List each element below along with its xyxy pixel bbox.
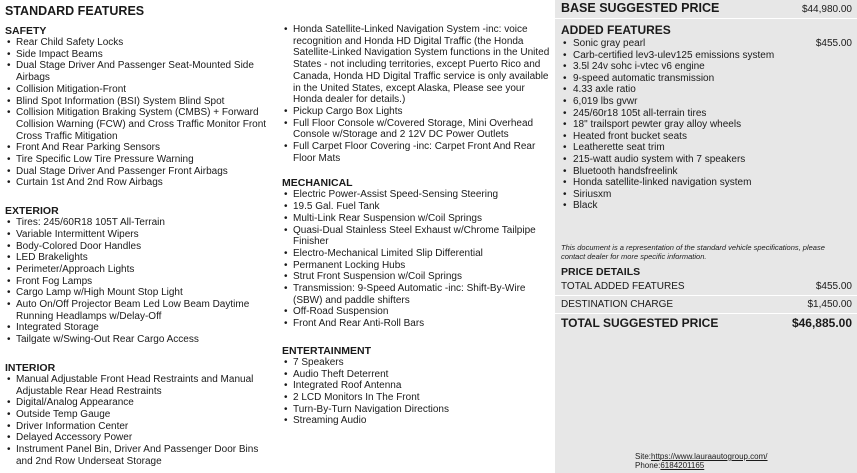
bullet: • — [563, 38, 567, 49]
bullet: • — [563, 95, 567, 107]
interior-feature-item: • Full Carpet Floor Covering -inc: Carpet Front And Rear Floor Mats — [282, 141, 550, 164]
bullet: • — [563, 177, 567, 189]
bullet: • — [563, 119, 567, 131]
bullet: • — [563, 84, 567, 96]
added-feature-name: Siriusxm — [573, 188, 612, 200]
interior-feature-item: • Honda Satellite-Linked Navigation System -inc: voice recognition and Honda HD Digital Traffic (the Honda Satellite-Linked Navigation System functions in the United States - not including territories, except Puerto Rico and Canada, Honda HD Digital Traffic service is only available in the United States, except Alaska, Please see your Honda dealer for details.) — [282, 24, 550, 106]
destination-charge-value: $1,450.00 — [807, 298, 852, 310]
added-feature-item — [561, 131, 852, 143]
mechanical-heading: MECHANICAL — [282, 177, 353, 190]
interior-feature-item: • Digital/Analog Appearance — [5, 397, 277, 409]
entertainment-feature-item: • Audio Theft Deterrent — [282, 369, 550, 381]
pricing-panel — [555, 0, 857, 473]
interior-feature-item: • Driver Information Center — [5, 421, 277, 433]
mechanical-feature-item: • Strut Front Suspension w/Coil Springs — [282, 271, 550, 283]
exterior-feature-item: • Tailgate w/Swing-Out Rear Cargo Access — [5, 334, 277, 346]
exterior-feature-item: • Body-Colored Door Handles — [5, 241, 277, 253]
total-added-features-label: TOTAL ADDED FEATURES — [561, 280, 685, 292]
added-feature-item — [561, 177, 852, 189]
safety-feature-item: • Collision Mitigation-Front — [5, 84, 277, 96]
exterior-feature-item: • Front Fog Lamps — [5, 276, 277, 288]
interior-feature-item: • Delayed Accessory Power — [5, 432, 277, 444]
interior-heading: INTERIOR — [5, 361, 56, 374]
mechanical-feature-item: • Electric Power-Assist Speed-Sensing Steering — [282, 189, 550, 201]
interior-feature-item: • Full Floor Console w/Covered Storage, Mini Overhead Console w/Storage and 2 12V DC Power Outlets — [282, 118, 550, 141]
mechanical-feature-item: • Electro-Mechanical Limited Slip Differential — [282, 248, 550, 260]
entertainment-heading: ENTERTAINMENT — [282, 344, 372, 357]
entertainment-list — [282, 357, 550, 427]
added-feature-name: Bluetooth handsfreelink — [573, 165, 678, 177]
added-feature-item — [561, 200, 852, 212]
mechanical-feature-item: • Multi-Link Rear Suspension w/Coil Springs — [282, 213, 550, 225]
mechanical-feature-item: • Transmission: 9-Speed Automatic -inc: Shift-By-Wire (SBW) and paddle shifters — [282, 283, 550, 306]
added-feature-item — [561, 84, 852, 96]
bullet: • — [563, 107, 567, 119]
entertainment-feature-item: • Streaming Audio — [282, 415, 550, 427]
phone-link[interactable]: 6184201165 — [660, 461, 705, 470]
standard-features-column-middle — [282, 0, 550, 427]
added-feature-item — [561, 154, 852, 166]
added-feature-name: Sonic gray pearl — [573, 38, 646, 49]
exterior-feature-item: • Perimeter/Approach Lights — [5, 264, 277, 276]
added-feature-item — [561, 142, 852, 154]
total-suggested-price-value: $46,885.00 — [791, 315, 852, 330]
interior-feature-item: • Instrument Panel Bin, Driver And Passenger Door Bins and 2nd Row Underseat Storage — [5, 444, 277, 467]
bullet: • — [563, 61, 567, 73]
mechanical-feature-item: • Quasi-Dual Stainless Steel Exhaust w/Chrome Tailpipe Finisher — [282, 225, 550, 248]
total-suggested-price-label: TOTAL SUGGESTED PRICE — [561, 315, 719, 330]
added-feature-name: Carb-certified lev3-ulev125 emissions system — [573, 49, 775, 61]
mechanical-feature-item: • Off-Road Suspension — [282, 306, 550, 318]
added-feature-name: 18" trailsport pewter gray alloy wheels — [573, 119, 742, 131]
added-feature-item — [561, 166, 852, 178]
phone-label: Phone: — [635, 461, 661, 470]
added-feature-name: Leatherette seat trim — [573, 142, 665, 154]
added-feature-item — [561, 61, 852, 73]
exterior-feature-item: • Integrated Storage — [5, 322, 277, 334]
exterior-feature-item: • LED Brakelights — [5, 252, 277, 264]
price-details-heading: PRICE DETAILS — [561, 265, 641, 278]
bullet: • — [563, 142, 567, 154]
added-feature-item — [561, 119, 852, 131]
safety-feature-item: • Side Impact Beams — [5, 49, 277, 61]
added-feature-name: Heated front bucket seats — [573, 130, 687, 142]
site-label: Site: — [635, 452, 652, 461]
added-feature-item — [561, 189, 852, 201]
bullet: • — [563, 165, 567, 177]
bullet: • — [563, 72, 567, 84]
exterior-heading: EXTERIOR — [5, 205, 59, 218]
exterior-feature-item: • Cargo Lamp w/High Mount Stop Light — [5, 287, 277, 299]
total-added-features-row — [555, 278, 857, 296]
interior-continued-list — [282, 24, 550, 164]
added-feature-name: 3.5l 24v sohc i-vtec v6 engine — [573, 61, 705, 73]
entertainment-feature-item: • 7 Speakers — [282, 357, 550, 369]
added-feature-name: 9-speed automatic transmission — [573, 72, 715, 84]
safety-list — [5, 37, 277, 189]
exterior-feature-item: • Tires: 245/60R18 105T All-Terrain — [5, 217, 277, 229]
bullet: • — [563, 130, 567, 142]
standard-features-title: STANDARD FEATURES — [5, 4, 145, 18]
added-feature-name: Black — [573, 200, 598, 212]
entertainment-feature-item: • Integrated Roof Antenna — [282, 380, 550, 392]
safety-feature-item: • Dual Stage Driver And Passenger Front Airbags — [5, 166, 277, 178]
safety-feature-item: • Collision Mitigation Braking System (CMBS) + Forward Collision Warning (FCW) and Cross Traffic Monitor Front Cross Traffic Mitigation — [5, 107, 277, 142]
safety-heading: SAFETY — [5, 25, 47, 37]
base-price-row — [555, 0, 857, 19]
exterior-feature-item: • Variable Intermittent Wipers — [5, 229, 277, 241]
destination-charge-row — [555, 296, 857, 314]
added-feature-price: $455.00 — [815, 38, 852, 49]
total-added-features-value: $455.00 — [815, 280, 852, 292]
added-feature-name: 6,019 lbs gvwr — [573, 95, 638, 107]
added-feature-name: 4.33 axle ratio — [573, 84, 636, 96]
bullet: • — [563, 188, 567, 200]
safety-feature-item: • Curtain 1st And 2nd Row Airbags — [5, 177, 277, 189]
entertainment-feature-item: • Turn-By-Turn Navigation Directions — [282, 404, 550, 416]
interior-feature-item: • Manual Adjustable Front Head Restraints and Manual Adjustable Rear Head Restraints — [5, 374, 277, 397]
disclaimer-text: This document is a representation of the standard vehicle specifications, please contact dealer for more specific information. — [561, 242, 825, 261]
dealer-contact — [635, 452, 768, 470]
safety-feature-item: • Tire Specific Low Tire Pressure Warning — [5, 154, 277, 166]
mechanical-feature-item: • Front And Rear Anti-Roll Bars — [282, 318, 550, 330]
added-feature-item — [561, 96, 852, 108]
safety-feature-item: • Front And Rear Parking Sensors — [5, 142, 277, 154]
added-features-heading: ADDED FEATURES — [561, 23, 671, 37]
destination-charge-label: DESTINATION CHARGE — [561, 298, 674, 310]
added-feature-item — [561, 108, 852, 120]
mechanical-list — [282, 189, 550, 329]
bullet: • — [563, 49, 567, 61]
base-price-label: BASE SUGGESTED PRICE — [561, 1, 720, 15]
added-feature-name: 245/60r18 105t all-terrain tires — [573, 107, 707, 119]
bullet: • — [563, 153, 567, 165]
safety-feature-item: • Dual Stage Driver And Passenger Seat-Mounted Side Airbags — [5, 60, 277, 83]
exterior-list — [5, 217, 277, 346]
interior-feature-item: • Outside Temp Gauge — [5, 409, 277, 421]
exterior-feature-item: • Auto On/Off Projector Beam Led Low Beam Daytime Running Headlamps w/Delay-Off — [5, 299, 277, 322]
added-features-list — [555, 38, 857, 212]
added-feature-item — [561, 38, 852, 50]
added-feature-item — [561, 73, 852, 85]
safety-feature-item: • Rear Child Safety Locks — [5, 37, 277, 49]
site-link[interactable]: https://www.lauraautogroup.com/ — [651, 452, 768, 461]
added-feature-name: Honda satellite-linked navigation system — [573, 177, 752, 189]
mechanical-feature-item: • Permanent Locking Hubs — [282, 260, 550, 272]
added-feature-item — [561, 50, 852, 62]
standard-features-column-left — [5, 0, 277, 468]
mechanical-feature-item: • 19.5 Gal. Fuel Tank — [282, 201, 550, 213]
interior-feature-item: • Pickup Cargo Box Lights — [282, 106, 550, 118]
interior-list — [5, 374, 277, 468]
safety-feature-item: • Blind Spot Information (BSI) System Blind Spot — [5, 96, 277, 108]
added-feature-name: 215-watt audio system with 7 speakers — [573, 153, 746, 165]
entertainment-feature-item: • 2 LCD Monitors In The Front — [282, 392, 550, 404]
bullet: • — [563, 200, 567, 212]
total-suggested-price-row — [555, 314, 857, 332]
base-price-value: $44,980.00 — [801, 4, 852, 15]
